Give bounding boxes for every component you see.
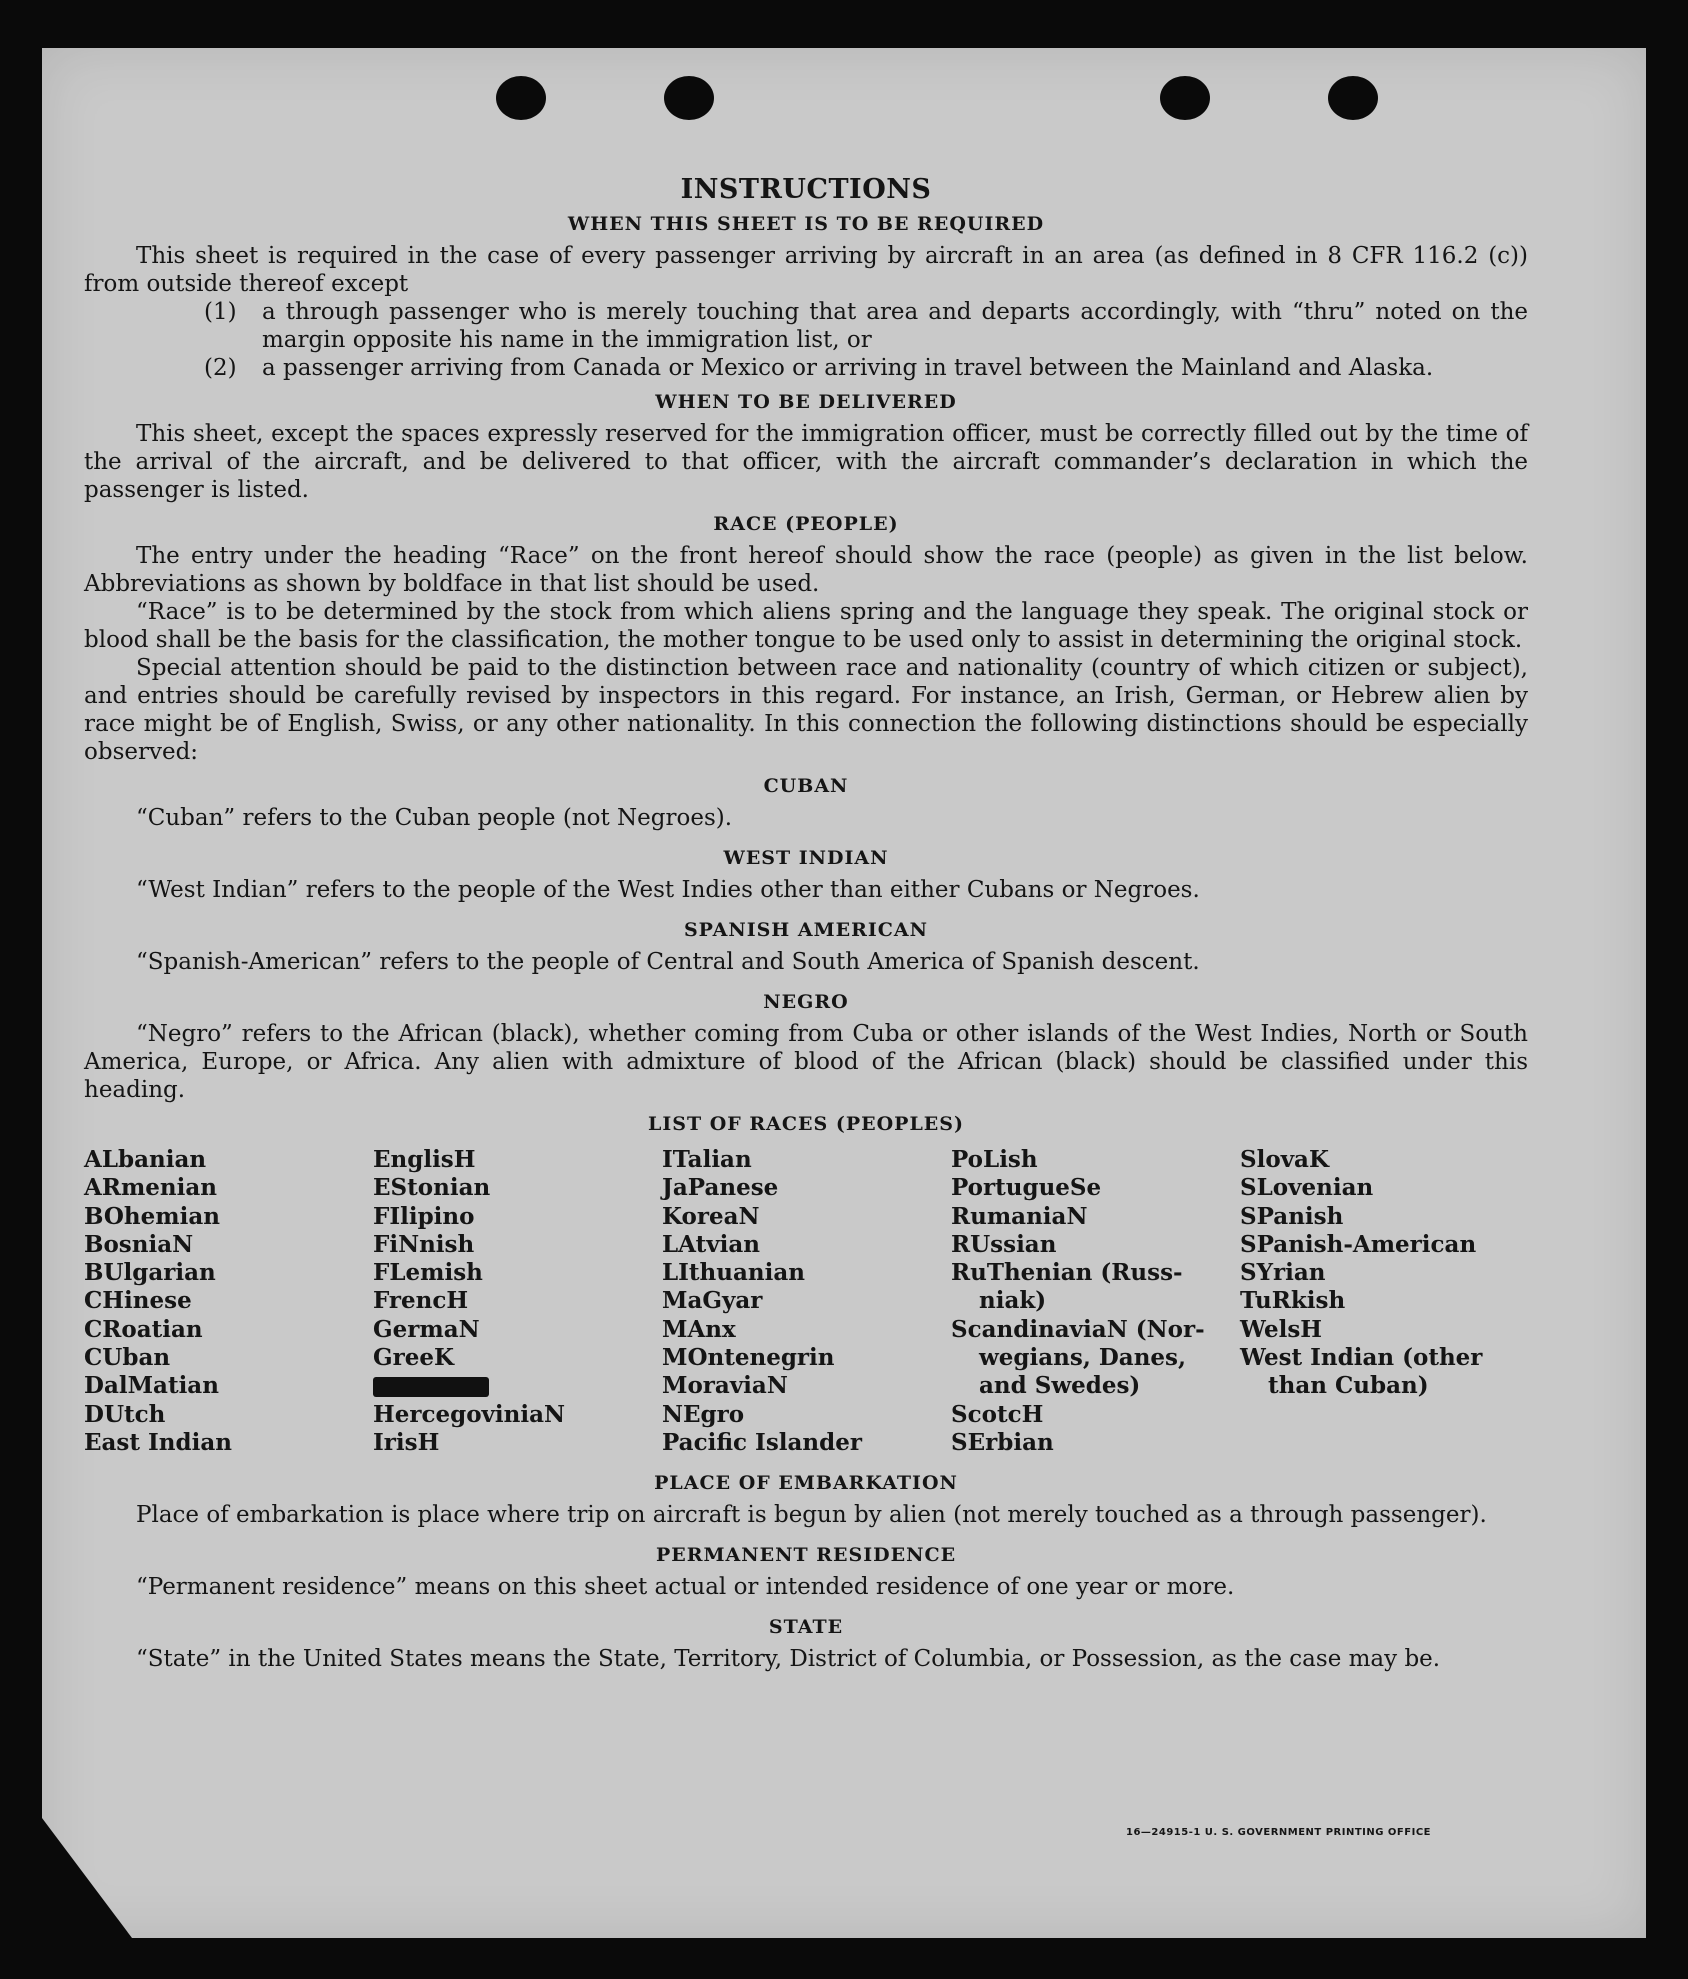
race-entry: DUtch [84,1400,166,1428]
exception-item [204,354,1528,382]
race-entry: than Cuban) [1268,1372,1429,1400]
race-entry: MoraviaN [662,1372,788,1400]
redaction-mark [373,1377,489,1397]
race-entry: FiNnish [373,1230,475,1258]
paragraph: The entry under the heading “Race” on the front hereof should show the race (people) as given in the list below. Abbreviations as shown by boldface in that list should be used. [84,543,1528,597]
paragraph: This sheet, except the spaces expressly reserved for the immigration officer, must be correctly filled out by the time of the arrival of the aircraft, and be delivered to that officer, with the aircraft commander’s declaration in which the passenger is listed. [84,421,1528,503]
race-entry: KoreaN [662,1202,760,1230]
race-entry: FLemish [373,1259,483,1287]
paragraph: “Permanent residence” means on this sheet actual or intended residence of one year or more. [136,1574,1235,1601]
race-entry: HercegoviniaN [373,1400,566,1428]
punch-hole [496,76,546,120]
race-entry: SErbian [951,1428,1054,1456]
race-entry: ITalian [662,1146,752,1173]
race-entry: FIlipino [373,1202,475,1230]
document-page [42,48,1646,1938]
race-entry: ARmenian [84,1174,218,1202]
races-column [951,1146,1240,1457]
race-entry: PortugueSe [951,1174,1102,1202]
paragraph: “Spanish-American” refers to the people of Central and South America of Spanish descent. [136,949,1200,975]
races-column [373,1146,662,1457]
race-entry: GermaN [373,1315,480,1343]
races-column [1240,1146,1528,1457]
race-entry: wegians, Danes, [979,1344,1186,1372]
race-entry: RuThenian (Russ- [951,1259,1183,1287]
races-list [84,1146,1528,1457]
race-entry: NEgro [662,1400,745,1428]
race-entry: ScotcH [951,1400,1044,1428]
paragraph: Place of embarkation is place where trip on aircraft is begun by alien (not merely touched as a through passenger). [136,1502,1487,1529]
race-entry: and Swedes) [979,1372,1141,1400]
punch-hole [1328,76,1378,120]
document-title: INSTRUCTIONS [680,174,932,205]
paragraph: “West Indian” refers to the people of the West Indies other than either Cubans or Negroes. [136,877,1200,903]
race-entry: ScandinaviaN (Nor- [951,1315,1205,1343]
paragraph: “Cuban” refers to the Cuban people (not Negroes). [136,805,733,831]
section-heading: NEGRO [763,991,849,1013]
race-entry: CHinese [84,1287,192,1315]
race-entry: SYrian [1240,1259,1326,1287]
race-entry: MaGyar [662,1287,763,1315]
race-entry: SPanish-American [1240,1230,1477,1258]
paragraph: “State” in the United States means the State, Territory, District of Columbia, or Possession, as the case may be. [136,1646,1441,1673]
exception-text: a through passenger who is merely touching that area and departs accordingly, with “thru” noted on the margin opposite his name in the immigration list, or [262,299,1528,353]
races-column [84,1146,373,1457]
race-entry: MOntenegrin [662,1344,835,1372]
section-heading: CUBAN [763,775,849,797]
race-entry: ALbanian [84,1146,207,1173]
race-entry: BOhemian [84,1202,220,1230]
paragraph: Special attention should be paid to the distinction between race and nationality (country of which citizen or subject), and entries should be carefully revised by inspectors in this regard. For instance, an Irish, German, or Hebrew alien by race might be of English, Swiss, or any other nationality. In this connection the following distinctions should be especially observed: [84,655,1528,765]
race-entry: PoLish [951,1146,1038,1173]
section-heading: PLACE OF EMBARKATION [654,1472,958,1495]
printing-office-code: 16—24915-1 U. S. GOVERNMENT PRINTING OFFICE [1126,1827,1431,1838]
section-heading: RACE (PEOPLE) [713,513,899,535]
paragraph: “Negro” refers to the African (black), whether coming from Cuba or other islands of the West Indies, North or South America, Europe, or Africa. Any alien with admixture of blood of the African (black) should be classified under this heading. [84,1021,1528,1103]
race-entry: EStonian [373,1174,491,1202]
race-entry: DalMatian [84,1372,219,1400]
race-entry: EnglisH [373,1146,476,1173]
race-entry: RUssian [951,1230,1057,1258]
race-entry: IrisH [373,1428,440,1456]
race-entry: SlovaK [1240,1146,1329,1173]
section-heading: SPANISH AMERICAN [683,919,929,941]
race-entry: RumaniaN [951,1202,1088,1230]
race-entry: CUban [84,1344,171,1372]
exception-number: (2) [204,355,237,381]
document-body [84,176,1528,1673]
race-entry: WelsH [1240,1315,1323,1343]
race-entry: JaPanese [662,1174,779,1202]
race-entry: SLovenian [1240,1174,1374,1202]
section-heading: PERMANENT RESIDENCE [655,1544,957,1567]
race-entry: Pacific Islander [662,1428,862,1456]
section-heading: LIST OF RACES (PEOPLES) [648,1113,964,1135]
exception-number: (1) [204,299,237,325]
paragraph: “Race” is to be determined by the stock from which aliens spring and the language they speak. The original stock or blood shall be the basis for the classification, the mother tongue to be used only to assist in determining the original stock. [84,599,1528,653]
race-entry: MAnx [662,1315,736,1343]
exception-item [204,298,1528,354]
race-entry: BUlgarian [84,1259,216,1287]
race-entry: East Indian [84,1428,232,1456]
race-entry: FrencH [373,1287,469,1315]
race-entry: TuRkish [1240,1287,1346,1315]
race-entry: LAtvian [662,1230,760,1258]
punch-hole [1160,76,1210,120]
race-entry: LIthuanian [662,1259,805,1287]
section-heading: WHEN TO BE DELIVERED [655,391,957,413]
race-entry: West Indian (other [1240,1344,1483,1372]
race-entry: BosniaN [84,1230,194,1258]
race-entry: GreeK [373,1344,455,1372]
redacted-entry [373,1372,662,1400]
section-heading: WHEN THIS SHEET IS TO BE REQUIRED [567,213,1045,235]
race-entry: CRoatian [84,1315,203,1343]
punch-hole [664,76,714,120]
race-entry: SPanish [1240,1202,1344,1230]
section-heading: STATE [768,1616,844,1639]
races-column [662,1146,951,1457]
race-entry: niak) [979,1287,1047,1315]
paragraph: This sheet is required in the case of every passenger arriving by aircraft in an area (as defined in 8 CFR 116.2 (c)) from outside thereof except [84,243,1528,297]
section-heading: WEST INDIAN [723,847,889,869]
exception-text: a passenger arriving from Canada or Mexico or arriving in travel between the Mainland and Alaska. [262,355,1434,381]
